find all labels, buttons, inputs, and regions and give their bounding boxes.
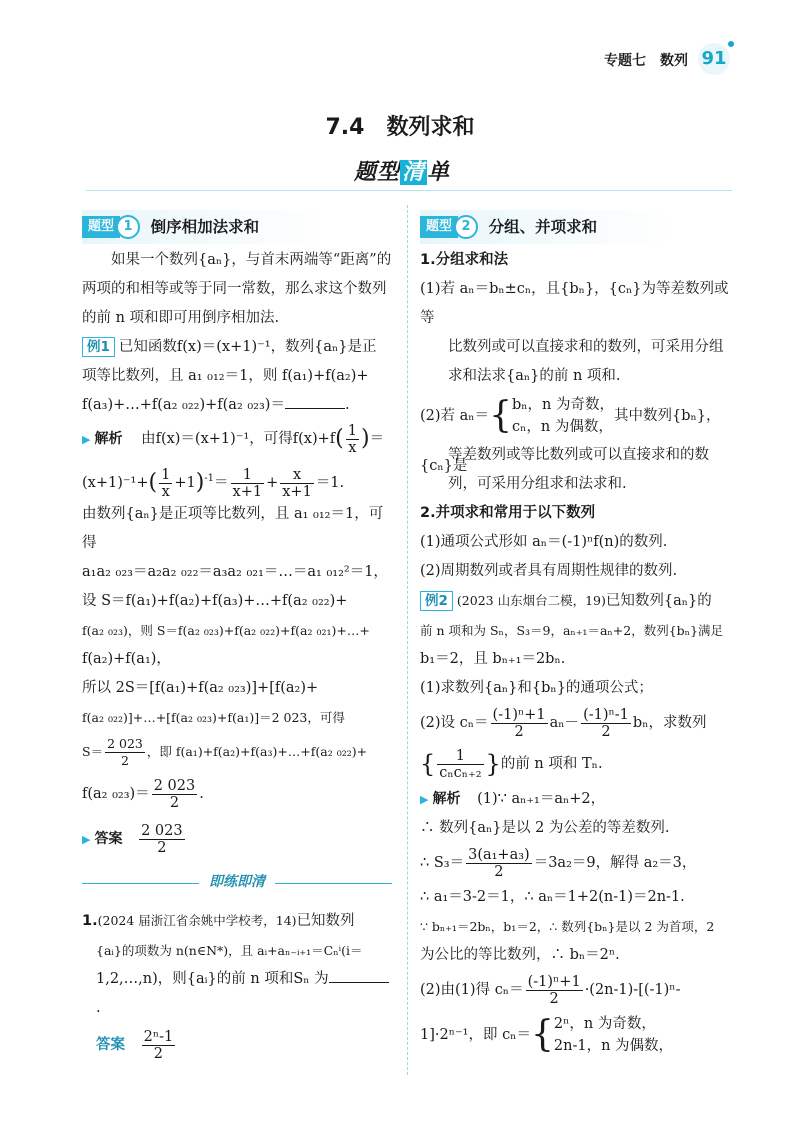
case1: bₙ，n 为奇数，: [511, 397, 614, 413]
denominator: 2: [494, 863, 504, 880]
exponent: -1: [204, 473, 215, 484]
brace: {: [489, 395, 512, 436]
example1-line3-end: .: [344, 397, 350, 413]
solution2-line6: 为公比的等比数列，∴ bₙ＝2ⁿ.: [420, 947, 620, 963]
fraction: [581, 707, 631, 740]
sol2-end: ＝1.: [315, 475, 345, 491]
case2: 2n-1，n 为偶数，: [553, 1038, 674, 1054]
numerator: 2ⁿ-1: [143, 1028, 174, 1045]
r-line1: (1)若 aₙ＝bₙ±cₙ，且{bₙ}，{cₙ}为等差数列或等: [420, 281, 729, 326]
solution2-line7: [420, 970, 740, 1010]
type2-header: [420, 210, 740, 244]
fraction: [105, 736, 145, 769]
r-line3: 求和法求{aₙ}的前 n 项和.: [448, 368, 621, 384]
equals: ＝: [214, 475, 229, 491]
example1-line1: 已知函数f(x)＝(x+1)⁻¹，数列{aₙ}是正: [118, 339, 377, 355]
denominator: 2: [121, 753, 129, 768]
sol11-end: .: [199, 786, 204, 802]
solution-label: 解析: [94, 431, 123, 447]
numerator: 2 023: [141, 822, 183, 839]
solution1-line8: 所以 2S＝[f(a₁)+f(a₂ ₀₂₃)]+[f(a₂)+: [82, 680, 319, 696]
denominator: 2: [169, 794, 180, 811]
example1-line2: 项等比数列，且 a₁ ₀₁₂＝1，则 f(a₁)+f(a₂)+: [82, 368, 369, 384]
solution2-line2: ∴ 数列{aₙ}是以 2 为公差的等差数列.: [420, 820, 670, 836]
example2-q2-line2: { $\frac{1}{\text{cₙcₙ₊₂}}$ }的前 n 项和 Tₙ.: [420, 747, 603, 781]
fraction: [280, 467, 314, 500]
s3-start: ∴ S₃＝: [420, 855, 465, 871]
numerator: x: [280, 467, 314, 484]
denominator: 2: [601, 723, 611, 740]
type2-title: 分组、并项求和: [488, 218, 598, 236]
answer-label: 答案: [96, 1037, 125, 1053]
r4-start: (2)若 aₙ＝: [420, 408, 490, 424]
example1-label: 例1: [82, 337, 115, 357]
denominator: x+1: [232, 483, 263, 500]
type1-tag: 题型: [82, 216, 120, 238]
triangle-icon: ▶: [82, 433, 91, 446]
solution1-line3: 由数列{aₙ}是正项等比数列，且 a₁ ₀₁₂＝1，可得: [82, 506, 384, 551]
s-equals: S＝: [82, 744, 104, 759]
solution2-line8: [420, 1010, 740, 1060]
plus: +: [266, 475, 279, 491]
example2-text1: 已知数列{aₙ}的: [605, 593, 712, 609]
solution1-line5: 设 S＝f(a₁)+f(a₂)+f(a₃)+…+f(a₂ ₀₂₂)+: [82, 593, 348, 609]
numerator: (-1)ⁿ+1: [527, 973, 581, 990]
equals: ＝: [369, 431, 385, 447]
q2-end: bₙ，求数列: [632, 715, 707, 731]
heading-merge: 2.并项求和常用于以下数列: [420, 505, 596, 521]
numerator: 3(a₁+a₃): [468, 846, 530, 863]
example2-line2: 前 n 项和为 Sₙ，S₃＝9，aₙ₊₁＝aₙ+2，数列{bₙ}满足: [420, 623, 724, 638]
fraction: [142, 1029, 176, 1062]
example2-q1: (1)求数列{aₙ}和{bₙ}的通项公式；: [420, 680, 653, 696]
numerator: (-1)ⁿ+1: [492, 706, 546, 723]
sol10-rest: ，即 f(a₁)+f(a₂)+f(a₃)+…+f(a₂ ₀₂₂)+: [146, 744, 368, 759]
numerator: 1: [161, 466, 171, 483]
solution-label: 解析: [432, 791, 461, 807]
q2-tail: 的前 n 项和 Tₙ.: [500, 756, 603, 772]
numerator: 2 023: [107, 736, 143, 751]
page-number-dot: [728, 41, 734, 47]
sol2-start: (x+1)⁻¹+: [82, 475, 149, 491]
practice-header: [82, 868, 392, 900]
s3-end: ＝3a₂＝9，解得 a₂＝3，: [533, 855, 697, 871]
numerator: 1: [437, 748, 483, 765]
section-title: 7.4 数列求和: [325, 115, 475, 140]
solution2-line3: [420, 843, 740, 883]
example2-line3: b₁＝2，且 bₙ₊₁＝2bₙ.: [420, 651, 566, 667]
fraction: [231, 467, 265, 500]
numerator: 1: [231, 467, 265, 484]
example2-line1: [420, 586, 740, 616]
solution1-line11: [82, 772, 392, 816]
r-line7: (1)通项公式形如 aₙ＝(-1)ⁿf(n)的数列.: [420, 534, 668, 550]
denominator: 2: [157, 839, 167, 856]
type1-header: [82, 210, 392, 244]
practice1-answer: [82, 1023, 392, 1067]
left-column: [82, 210, 392, 1067]
denominator: x+1: [282, 483, 312, 500]
practice1-number: 1.: [82, 913, 98, 929]
example1: [82, 333, 392, 362]
numerator: (-1)ⁿ-1: [583, 706, 629, 723]
fraction: [466, 847, 532, 880]
r-line2: 比数列或可以直接求和的数列，可采用分组: [448, 339, 724, 355]
triangle-icon: ▶: [420, 793, 429, 806]
denominator: x: [161, 483, 170, 500]
case1: 2ⁿ，n 为奇数，: [553, 1016, 656, 1032]
practice1-source: (2024 届浙江省余姚中学校考，14): [97, 913, 297, 928]
fraction: [346, 423, 359, 456]
sol2-plus1: +1: [174, 475, 196, 491]
practice1-line2: {aᵢ}的项数为 n(n∈N*)，且 aᵢ+aₙ₋ᵢ₊₁＝Cₙⁱ(i＝: [96, 943, 363, 958]
solution1-line2: (x+1)⁻¹+( $\frac{1}{x}$ +1)$^{-1}$＝ $\frac{1}{x+1}$ + $\frac{x}{x+1}$ ＝1.: [82, 466, 345, 500]
fraction: [526, 974, 583, 1007]
solution1-text: 由f(x)＝(x+1)⁻¹，可得f(x)+f: [141, 431, 336, 447]
banner-part1: 题型: [354, 160, 401, 185]
practice1-text3: 1,2,…,n)，则{aᵢ}的前 n 项和Sₙ 为: [96, 971, 329, 987]
practice1-end: .: [96, 1000, 101, 1016]
example1-line3: [82, 391, 392, 420]
fraction: [152, 778, 198, 811]
solution2-line4: ∴ a₁＝3-2＝1，∴ aₙ＝1+2(n-1)＝2n-1.: [420, 889, 685, 905]
triangle-icon: ▶: [82, 833, 91, 846]
fraction: [491, 707, 548, 740]
type1-number: 1: [116, 215, 140, 239]
practice1-line3: [82, 965, 392, 1023]
q2-start: (2)设 cₙ＝: [420, 715, 489, 731]
fraction: [437, 748, 483, 781]
s7-end: ·(2n-1)-[(-1)ⁿ-: [584, 982, 681, 998]
r-line6: 列，可采用分组求和法求和.: [448, 476, 627, 492]
banner-title: [354, 155, 450, 186]
heading-grouping: 1.分组求和法: [420, 252, 509, 268]
answer-label: 答案: [94, 831, 123, 847]
type1-intro: 如果一个数列{aₙ}，与首末两端等“距离”的两项的和相等或等于同一常数，那么求这个数列的前 n 项和即可用倒序相加法.: [82, 252, 392, 326]
sol11-start: f(a₂ ₀₂₃)＝: [82, 786, 150, 802]
solution1-line10: [82, 732, 392, 772]
practice1-text1: 已知数列: [296, 913, 355, 929]
answer1: [82, 816, 392, 862]
practice1-line1: [82, 906, 392, 936]
numerator: 2 023: [153, 777, 196, 794]
banner-part3: 单: [427, 160, 451, 185]
s7-start: (2)由(1)得 cₙ＝: [420, 982, 524, 998]
denominator: 2: [549, 990, 559, 1007]
column-divider: [407, 205, 408, 1075]
cases: [512, 394, 614, 438]
brace: {: [530, 1014, 554, 1055]
solution1-line7: f(a₂)+f(a₁)，: [82, 651, 171, 667]
solution2-line1: [420, 785, 740, 814]
denominator: x: [348, 439, 357, 456]
solution1-line6: f(a₂ ₀₂₃)，则 S＝f(a₂ ₀₂₃)+f(a₂ ₀₂₂)+f(a₂ ₀₂₁)+…+: [82, 623, 370, 638]
example1-line3-text: f(a₃)+…+f(a₂ ₀₂₂)+f(a₂ ₀₂₃)＝: [82, 397, 285, 413]
denominator: 2: [153, 1045, 164, 1062]
top-divider: [86, 190, 732, 191]
numerator: 1: [347, 422, 357, 439]
fraction: [159, 467, 172, 500]
type2-tag: 题型: [420, 216, 458, 238]
solution2-line5: ∵ bₙ₊₁＝2bₙ，b₁＝2，∴ 数列{bₙ}是以 2 为首项，2: [420, 919, 715, 934]
answer-blank: [329, 968, 389, 983]
example2-q2: [420, 703, 740, 743]
answer-blank: [285, 394, 345, 409]
s1: (1)∵ aₙ₊₁＝aₙ+2，: [477, 791, 606, 807]
right-column: [420, 210, 740, 1060]
practice-title: 即练即清: [199, 874, 275, 890]
fraction: [139, 823, 185, 856]
example2-label: 例2: [420, 591, 453, 611]
denominator: 2: [514, 723, 524, 740]
case2: cₙ，n 为偶数，: [511, 419, 613, 435]
cases: [554, 1013, 673, 1057]
solution1-line4: a₁a₂ ₀₂₃＝a₂a₂ ₀₂₂＝a₃a₂ ₀₂₁＝…＝a₁ ₀₁₂²＝1，: [82, 564, 388, 580]
r-line8: (2)周期数列或者具有周期性规律的数列.: [420, 563, 678, 579]
banner-part2: 清: [402, 160, 426, 185]
r4-end: 其中数列{bₙ}，{cₙ}是: [420, 408, 721, 474]
solution1-line9: f(a₂ ₀₂₂)]+…+[f(a₂ ₀₂₃)+f(a₁)]＝2 023，可得: [82, 710, 345, 725]
q2-mid: aₙ－: [549, 715, 580, 731]
r-line5: 等差数列或等比数列或可以直接求和的数: [448, 447, 709, 463]
denominator: cₙcₙ₊₂: [439, 764, 482, 781]
example2-source: (2023 山东烟台二模，19): [456, 593, 606, 608]
page-number: 91: [698, 43, 730, 75]
type2-number: 2: [454, 215, 478, 239]
running-header: 专题七 数列: [604, 53, 688, 69]
s8-start: 1]·2ⁿ⁻¹，即 cₙ＝: [420, 1027, 531, 1043]
solution1-line1: ▶ 解析 由f(x)＝(x+1)⁻¹，可得f(x)+f( $\frac{1}{x}$ )＝: [82, 422, 385, 456]
type1-title: 倒序相加法求和: [150, 218, 260, 236]
